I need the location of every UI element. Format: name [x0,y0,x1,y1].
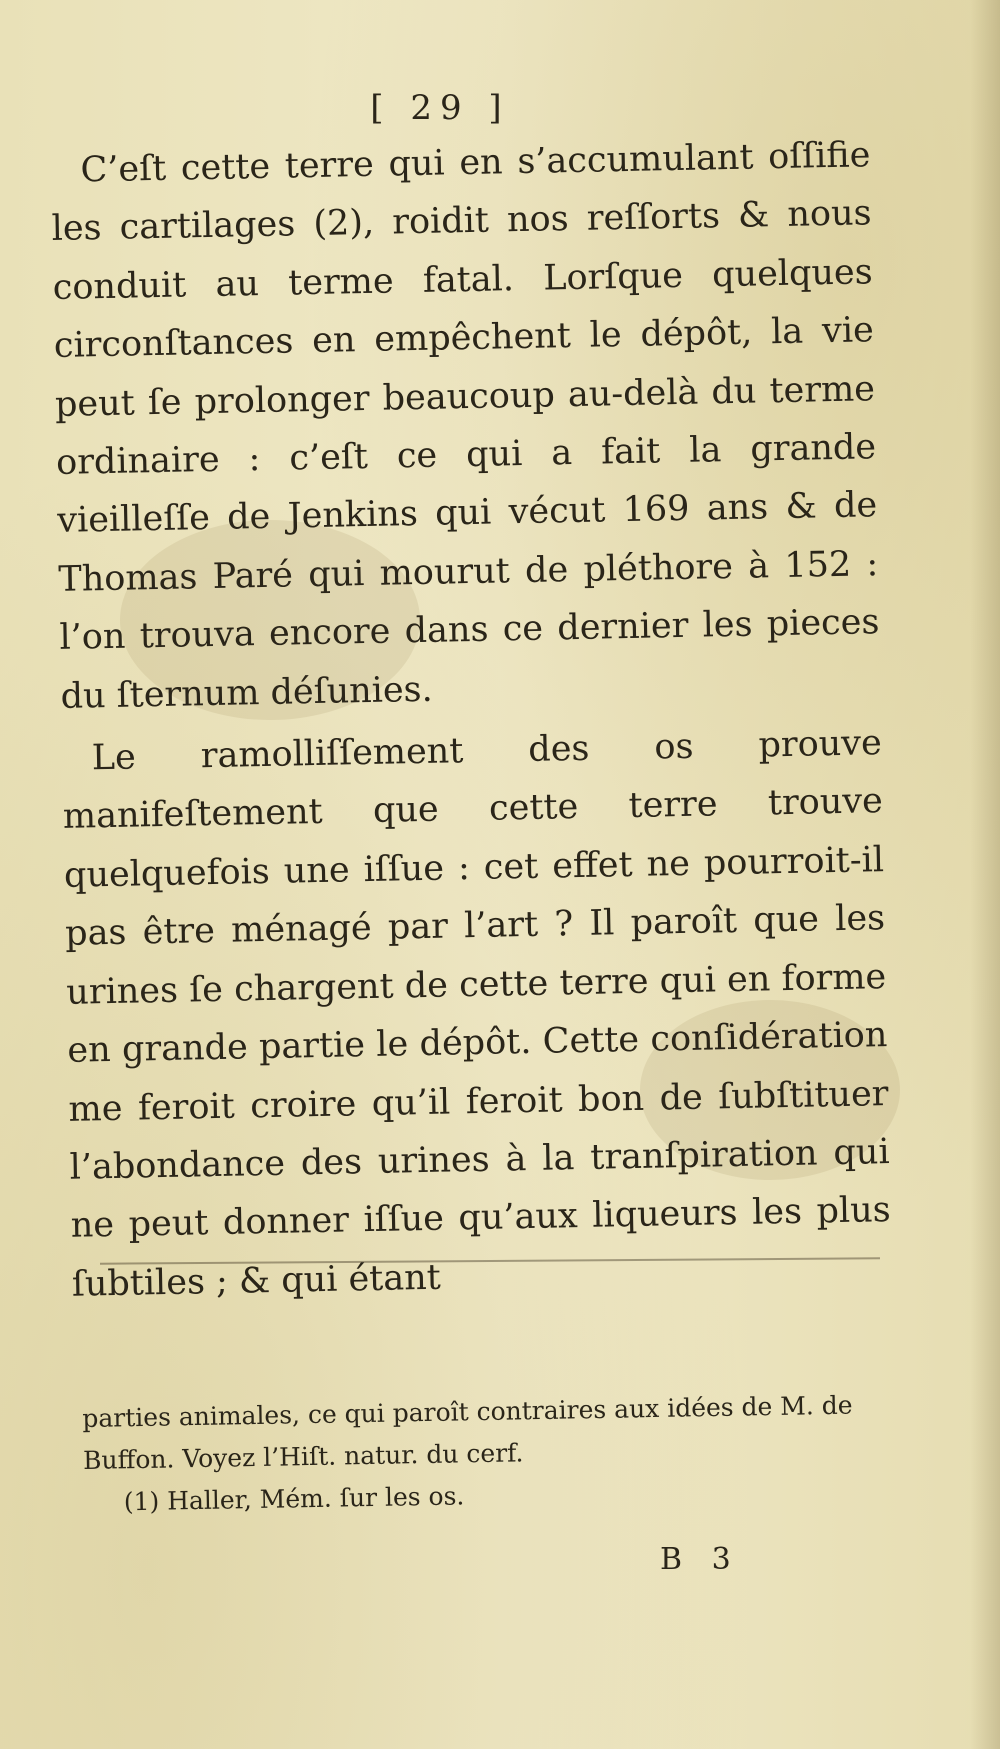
paragraph: Le ramolliſſement des os prouve manifeſtement que cette terre trouve quelquefois une iſſue : cet effet ne pourroit-il pas être ménagé par l’art ? Il paroît que les urines ſe chargent de cette terre qui en forme en grande partie le dépôt. Cette conſidération me feroit croire qu’il feroit bon de ſubſtituer l’abondance des urines à la tranſpiration qui ne peut donner iſſue qu’aux liqueurs les plus ſubtiles ; & qui étant [62,723,892,1305]
paragraph: C’eſt cette terre qui en s’accumulant oſſifie les cartilages (2), roidit nos reſſorts & nous conduit au terme fatal. Lorſque quelques circonſtances en empêchent le dépôt, la vie peut ſe prolonger beaucoup au-delà du terme ordinaire : c’eſt ce qui a fait la grande vieilleſſe de Jenkins qui vécut 169 ans & de Thomas Paré qui mourut de pléthore à 152 : l’on trouva encore dans ce dernier les pieces du ſternum déſunies. [51,135,880,717]
page-edge-shadow [970,0,1000,1749]
main-text [50,126,892,1314]
footnotes [82,1384,874,1524]
footnote-continuation: parties animales, ce qui paroît contraires aux idées de M. de Buffon. Voyez l’Hiſt. natur. du cerf. [82,1390,853,1475]
signature-mark: B 3 [660,1542,741,1577]
page-header: [ 29 ] [370,88,510,128]
footnote: (1) Haller, Mém. ſur les os. [123,1481,465,1517]
